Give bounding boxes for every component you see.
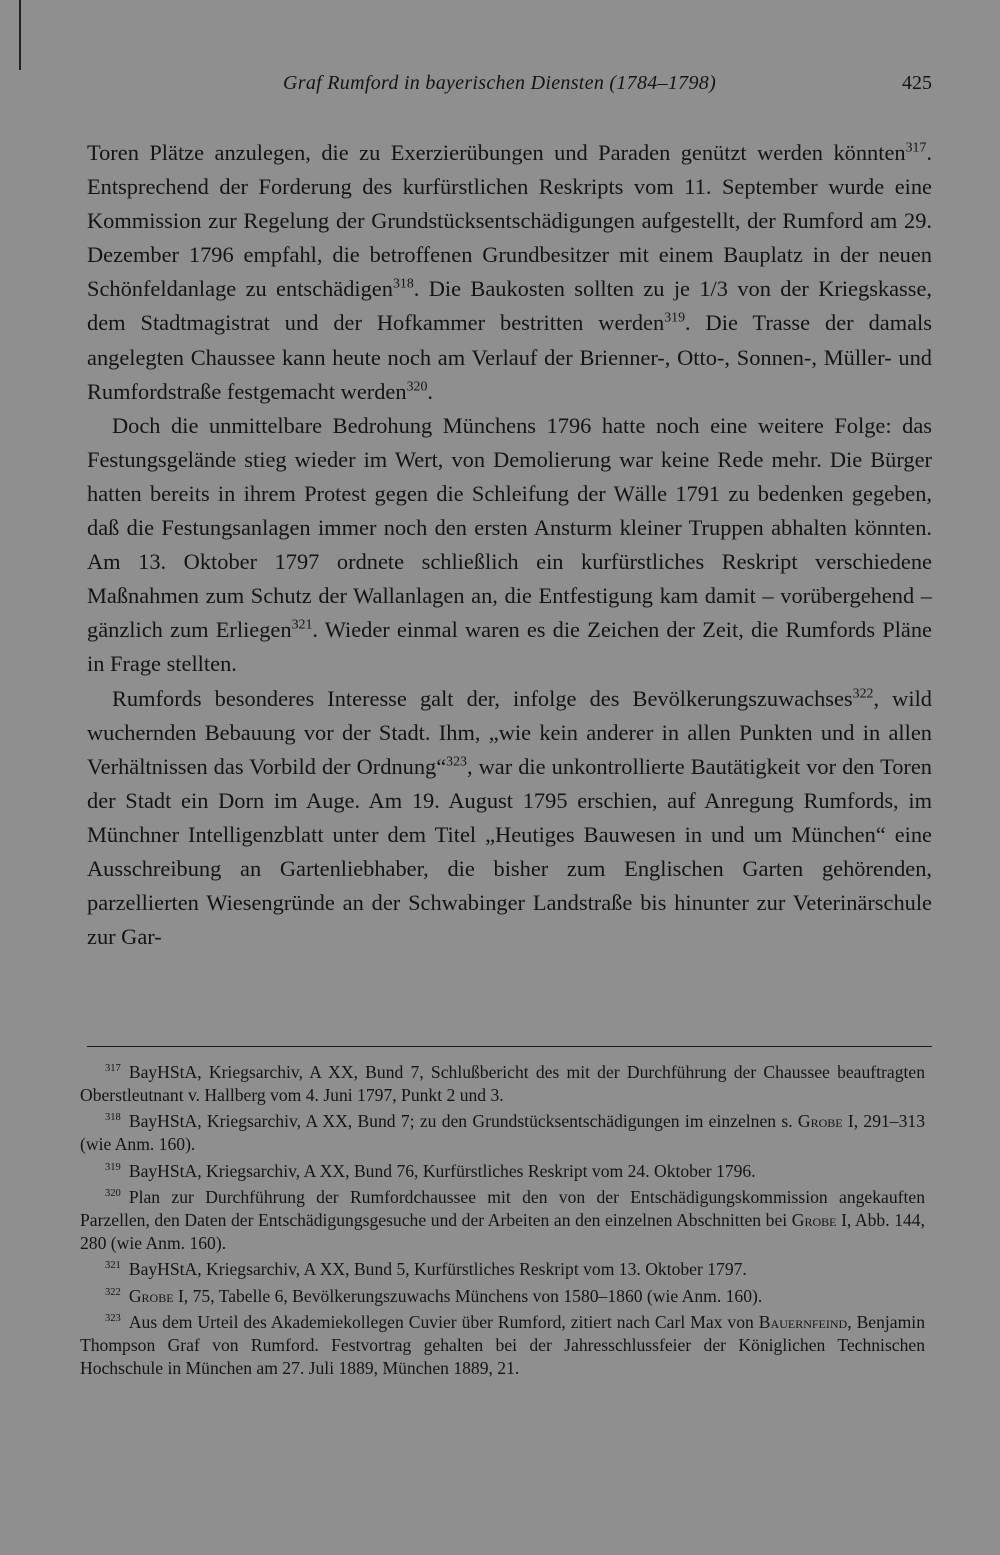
footnote-ref-323: 323 <box>446 754 467 770</box>
text-run: . Die Baukosten sollten zu je 1/3 von der Kriegskasse, dem Stadtmagistrat und der Hofkammer bestritten werden <box>87 276 932 336</box>
text-run: Doch die unmittelbare Bedrohung Münchens 1796 hatte noch eine weitere Folge: das Festungsgelände stieg wieder im Wert, von Demolierung war keine Rede mehr. Die Bürger hatten bereits in ihrem Protest gegen die Schleifung der Wälle 1791 zu bedenken gegeben, daß die Festungsanlagen immer noch den ersten Ansturm kleiner Truppen abhalten könnten. Am 13. Oktober 1797 ordnete schließlich ein kurfürstliches Reskript verschiedene Maßnahmen zum Schutz der Wallanlagen an, die Entfestigung kam damit – vorübergehend – gänzlich zum Erliegen <box>87 412 932 643</box>
footnote-text: Aus dem Urteil des Akademiekollegen Cuvier über Rumford, zitiert nach Carl Max von <box>128 1312 759 1333</box>
author-name: Grobe <box>791 1209 837 1230</box>
footnote-ref-318: 318 <box>392 276 414 292</box>
paragraph-2 <box>87 409 932 682</box>
footnote-number: 319 <box>105 1161 121 1173</box>
footnote-ref-320: 320 <box>406 379 428 395</box>
running-title: Graf Rumford in bayerischen Diensten (1784–1798) <box>283 72 717 94</box>
main-text <box>87 136 932 954</box>
text-run: . Die Trasse der damals angelegten Chaussee kann heute noch am Verlauf der Brienner-, Otto-, Sonnen-, Müller- und Rumfordstraße festgemacht werden <box>87 310 932 404</box>
text-run: , wild wuchernden Bebauung vor der Stadt. Ihm, „wie kein anderer in allen Punkten und in allen Verhältnissen das Vorbild der Ordnung“ <box>87 685 932 779</box>
footnote-number: 318 <box>105 1112 121 1124</box>
footnote-319 <box>80 1160 925 1183</box>
author-name: Grobe <box>797 1111 843 1132</box>
text-run: , war die unkontrollierte Bautätigkeit vor den Toren der Stadt ein Dorn im Auge. Am 19. August 1795 erschien, auf Anregung Rumfords, im Münchner Intelligenzblatt unter dem Titel „Heutiges Bauwesen in und um München“ eine Ausschreibung an Gartenliebhaber, die bisher zum Englischen Garten gehörenden, parzellierten Wiesengründe an der Schwabinger Landstraße bis hinunter zur Veterinärschule zur Gar- <box>87 753 932 950</box>
author-name: Grobe <box>128 1285 174 1306</box>
footnotes <box>80 1061 925 1383</box>
footnote-322 <box>80 1285 925 1308</box>
footnote-321 <box>80 1258 925 1281</box>
author-name: Bauernfeind <box>758 1312 848 1333</box>
footnote-separator <box>87 1046 932 1047</box>
footnote-text: BayHStA, Kriegsarchiv, A XX, Bund 5, Kurfürstliches Reskript vom 13. Oktober 1797. <box>128 1259 747 1280</box>
paragraph-1 <box>87 136 932 409</box>
footnote-317 <box>80 1061 925 1107</box>
footnote-text: I, 291–313 (wie Anm. 160). <box>80 1111 925 1155</box>
text-run: . Wieder einmal waren es die Zeichen der Zeit, die Rumfords Pläne in Frage stellten. <box>87 617 932 677</box>
footnote-text: BayHStA, Kriegsarchiv, A XX, Bund 76, Kurfürstliches Reskript vom 24. Oktober 1796. <box>128 1160 756 1181</box>
footnote-323 <box>80 1311 925 1380</box>
paragraph-3 <box>87 682 932 955</box>
footnote-text: BayHStA, Kriegsarchiv, A XX, Bund 7; zu den Grundstücksentschädigungen im einzelnen s. <box>128 1111 798 1132</box>
footnote-number: 323 <box>105 1313 121 1325</box>
footnote-text: Plan zur Durchführung der Rumfordchaussee mit den von der Entschädigungskommission angekauften Parzellen, den Daten der Entschädigungsgesuche und der Arbeiten an den einzelnen Abschnitten bei <box>80 1187 925 1230</box>
page-header <box>88 72 932 102</box>
text-run: . Entsprechend der Forderung des kurfürstlichen Reskripts vom 11. September wurde eine Kommission zur Regelung der Grundstücksentschädigungen aufgestellt, der Rumford am 29. Dezember 1796 empfahl, die betroffenen Grundbesitzer mit einem Bauplatz in der neuen Schönfeldanlage zu entschädigen <box>87 140 932 302</box>
footnote-number: 317 <box>105 1063 121 1075</box>
footnote-ref-317: 317 <box>905 140 927 156</box>
page-number: 425 <box>902 72 932 94</box>
footnote-number: 321 <box>105 1260 121 1272</box>
footnote-text: , Benjamin Thompson Graf von Rumford. Festvortrag gehalten bei der Jahresschlussfeier der Königlichen Technischen Hochschule in München am 27. Juli 1889, München 1889, 21. <box>80 1312 925 1378</box>
text-run: . <box>427 378 433 404</box>
footnote-number: 320 <box>105 1188 121 1200</box>
footnote-ref-322: 322 <box>852 686 874 702</box>
footnote-ref-319: 319 <box>664 311 685 326</box>
text-run: Toren Plätze anzulegen, die zu Exerzierübungen und Paraden genützt werden könnten <box>87 140 906 165</box>
text-run: Rumfords besonderes Interesse galt der, infolge des Bevölkerungszuwachses <box>112 685 853 711</box>
scan-edge-mark <box>19 0 21 70</box>
footnote-text: I, Abb. 144, 280 (wie Anm. 160). <box>80 1209 926 1253</box>
footnote-ref-321: 321 <box>291 617 313 633</box>
footnote-318 <box>80 1110 925 1156</box>
footnote-number: 322 <box>105 1286 121 1298</box>
footnote-text: BayHStA, Kriegsarchiv, A XX, Bund 7, Schlußbericht des mit der Durchführung der Chaussee beauftragten Oberstleutnant v. Hallberg vom 4. Juni 1797, Punkt 2 und 3. <box>80 1062 925 1105</box>
footnote-text: I, 75, Tabelle 6, Bevölkerungszuwachs Münchens von 1580–1860 (wie Anm. 160). <box>173 1285 763 1306</box>
footnote-320 <box>80 1186 925 1255</box>
